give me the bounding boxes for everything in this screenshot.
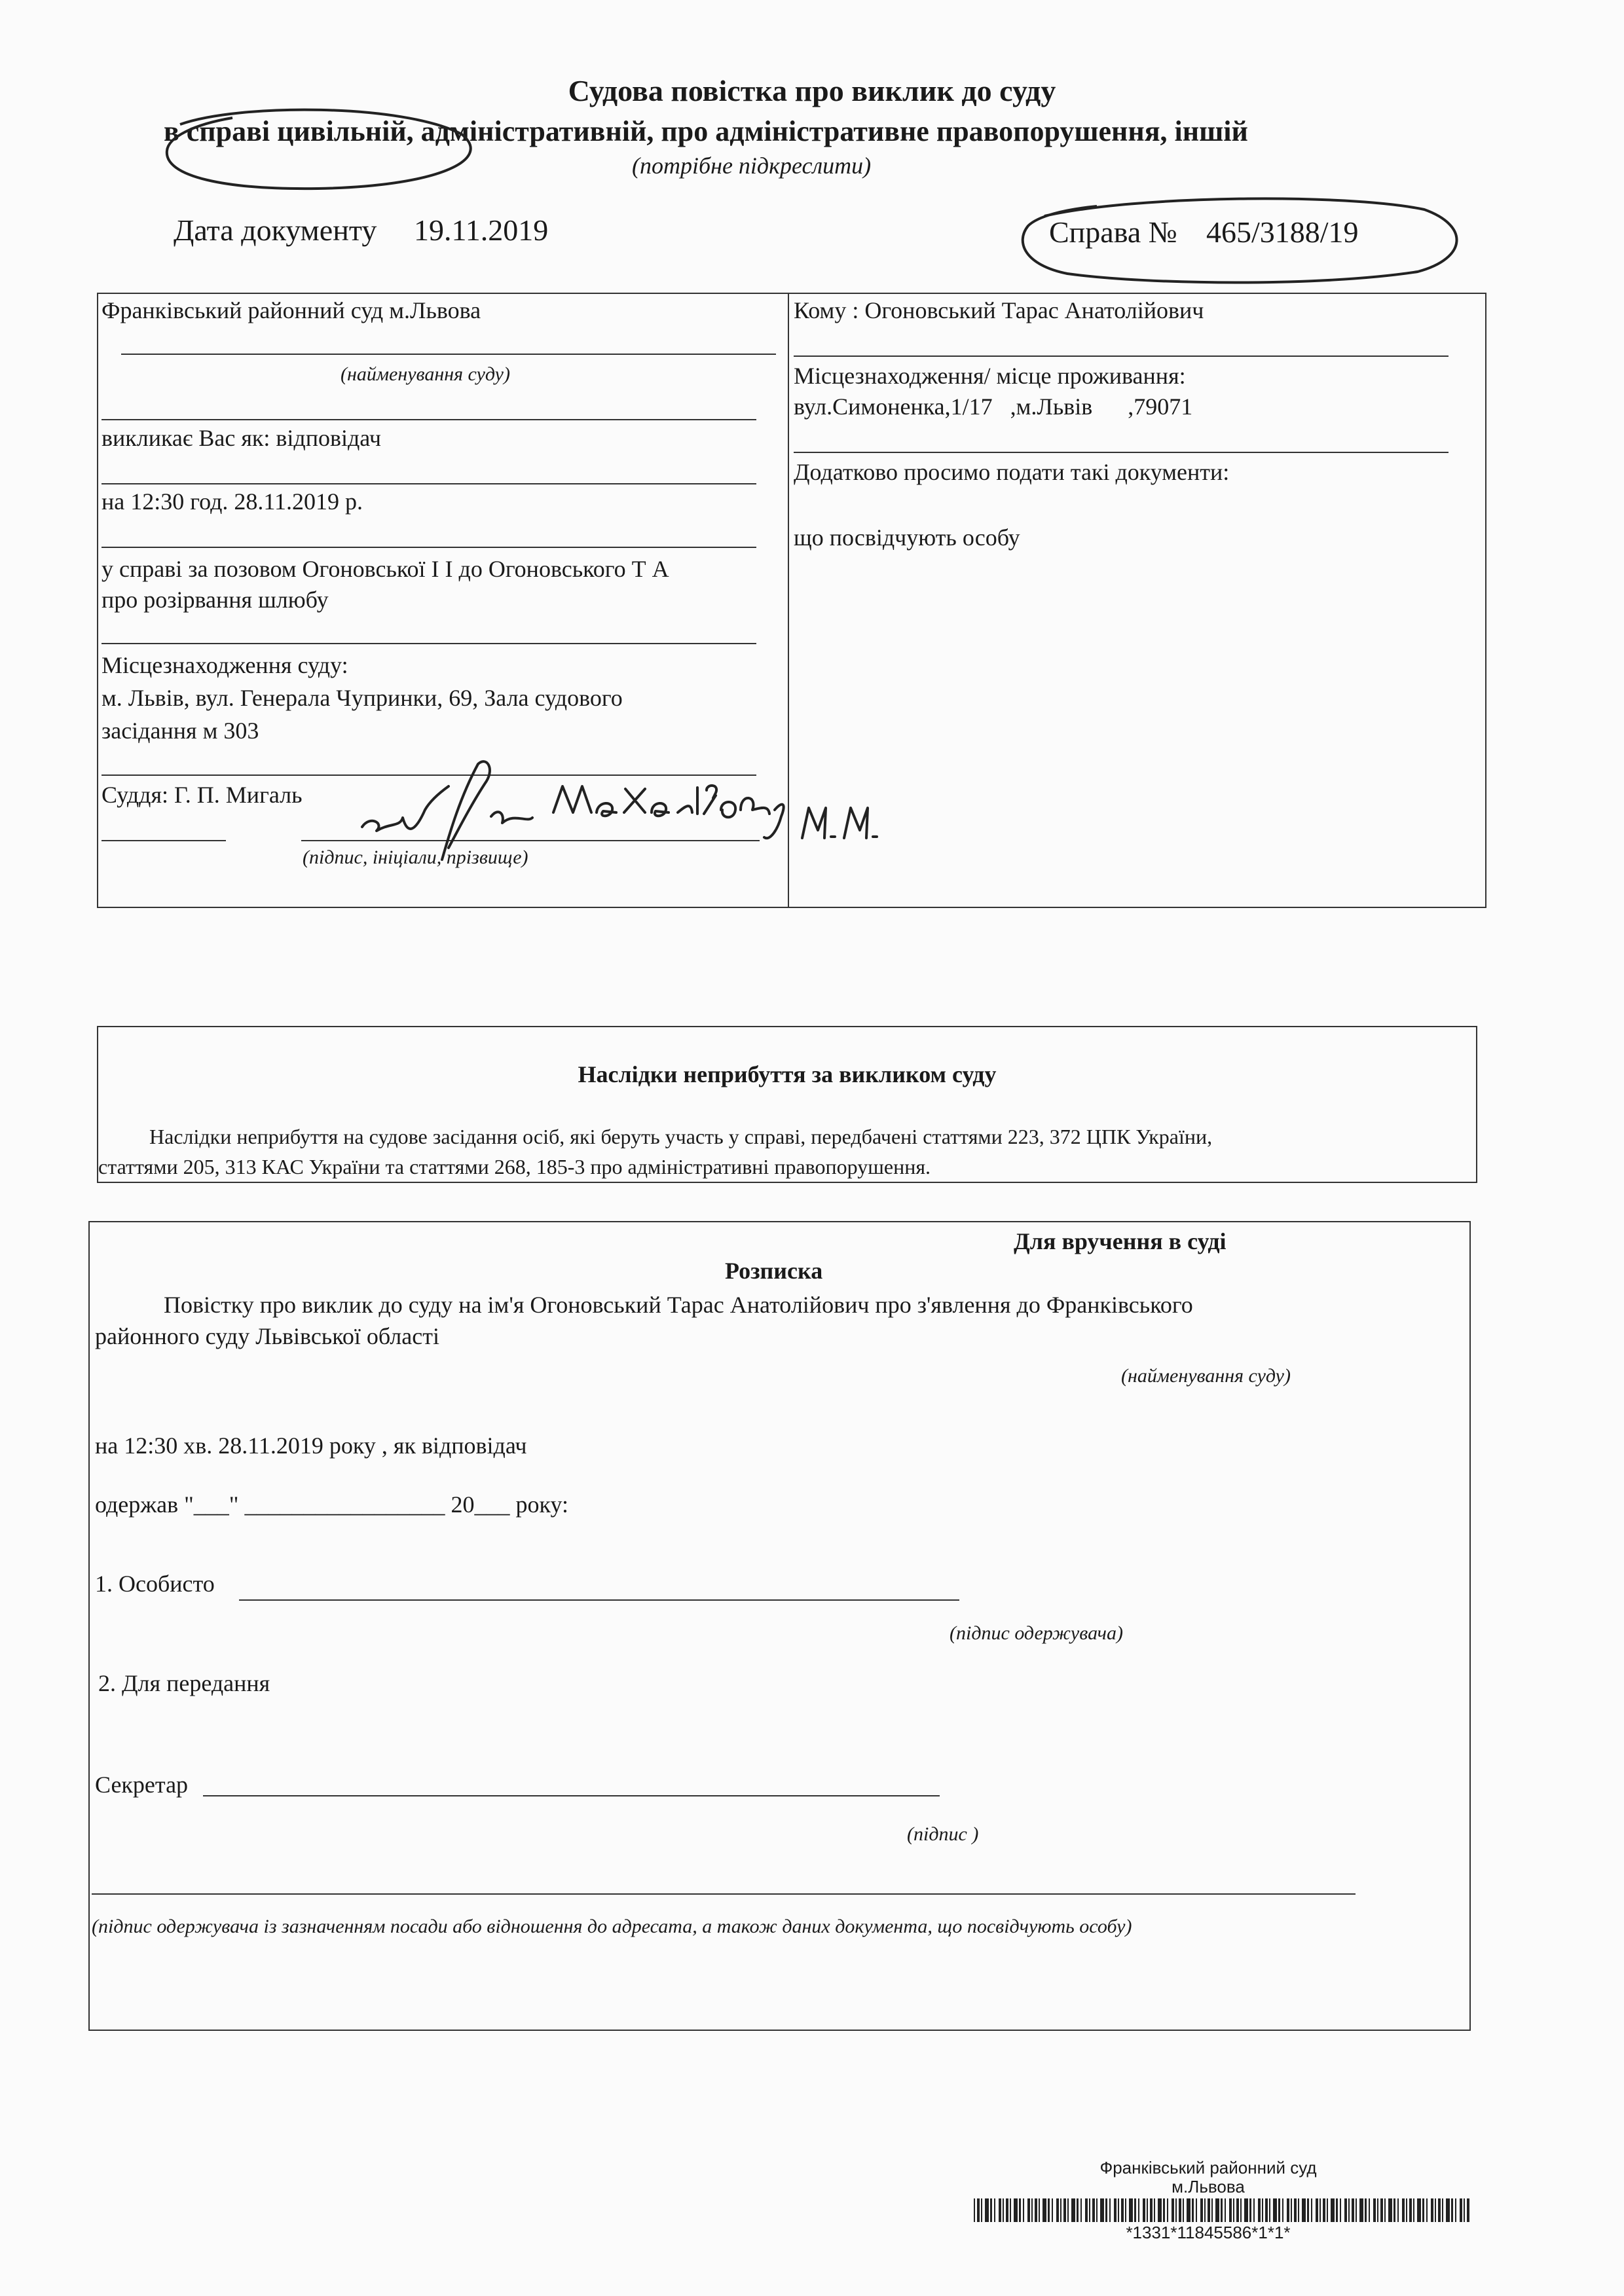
- document-title: Судова повістка про виклик до суду: [568, 74, 1056, 107]
- bottom-signature-line: [92, 1893, 1356, 1895]
- bottom-signature-caption: (підпис одержувача із зазначенням посади або відношення до адресата, а також даних документа, що посвідчують особу): [92, 1916, 1132, 1937]
- document-date-label: Дата документу: [174, 213, 377, 247]
- required-documents: що посвідчують особу: [794, 524, 1020, 551]
- recipient-name: Кому : Огоновський Тарас Анатолійович: [794, 297, 1204, 323]
- document-subtitle: в справі цивільній, адміністративній, про адміністративне правопорушення, іншій: [164, 115, 1248, 147]
- receipt-court-caption: (найменування суду): [1121, 1365, 1291, 1387]
- received-date-line: одержав "___" _________________ 20___ року:: [95, 1491, 569, 1518]
- secretary-label: Секретар: [95, 1772, 189, 1798]
- signature-caption: (підпис, ініціали, прізвище): [303, 847, 528, 868]
- case-number-label: Справа №: [1049, 215, 1177, 249]
- secretary-signature-line: [203, 1795, 940, 1796]
- consequences-title: Наслідки неприбуття за викликом суду: [578, 1061, 997, 1087]
- case-description-line1: у справі за позовом Огоновської І І до Огоновського Т А: [101, 556, 669, 582]
- court-location-line1: м. Львів, вул. Генерала Чупринки, 69, Зала судового: [101, 685, 623, 711]
- transfer-label: 2. Для передання: [98, 1670, 270, 1696]
- receipt-title: Розписка: [725, 1258, 823, 1284]
- hand-drawn-oval: [154, 98, 481, 196]
- for-court-delivery: Для вручення в суді: [1014, 1228, 1227, 1254]
- required-documents-label: Додатково просимо подати такі документи:: [794, 459, 1230, 485]
- court-caption: (найменування суду): [341, 363, 510, 385]
- receipt-text-line2: районного суду Львівської області: [95, 1323, 439, 1349]
- consequences-text-line1: Наслідки неприбуття на судове засідання осіб, які беруть участь у справі, передбачені статтями 223, 372 ЦПК України,: [149, 1125, 1213, 1148]
- personal-signature-line: [239, 1599, 959, 1601]
- hearing-time: на 12:30 год. 28.11.2019 р.: [101, 488, 363, 515]
- court-location-line2: засідання м 303: [101, 718, 259, 744]
- court-underline: [121, 354, 776, 355]
- receipt-time-line: на 12:30 хв. 28.11.2019 року , як відповідач: [95, 1432, 527, 1459]
- case-description-line2: про розірвання шлюбу: [101, 587, 329, 613]
- document-date: 19.11.2019: [414, 213, 549, 247]
- recipient-address: вул.Симоненка,1/17 ,м.Львів ,79071: [794, 393, 1193, 420]
- handwritten-initials: [796, 799, 900, 848]
- recipient-address-label: Місцезнаходження/ місце проживання:: [794, 363, 1186, 389]
- personal-receipt-label: 1. Особисто: [95, 1571, 215, 1597]
- court-name: Франківський районний суд м.Львова: [101, 297, 481, 323]
- personal-signature-caption: (підпис одержувача): [950, 1622, 1123, 1644]
- court-location-label: Місцезнаходження суду:: [101, 652, 348, 678]
- consequences-text-line2: статтями 205, 313 КАС України та статтями 268, 185-3 про адміністративні правопорушення.: [98, 1155, 931, 1178]
- case-number-oval: [1005, 190, 1473, 288]
- footer-organization-line2: м.Львова: [1172, 2177, 1245, 2196]
- secretary-signature-caption: (підпис ): [907, 1823, 979, 1845]
- barcode-text: *1331*11845586*1*1*: [1126, 2223, 1291, 2242]
- summons-role: викликає Вас як: відповідач: [101, 425, 381, 451]
- case-number: 465/3188/19: [1206, 215, 1359, 249]
- footer-organization-line1: Франківський районний суд: [1099, 2158, 1317, 2178]
- barcode: [974, 2198, 1471, 2222]
- receipt-text-line1: Повістку про виклик до суду на ім'я Огоновський Тарас Анатолійович про з'явлення до Франківського: [164, 1292, 1193, 1318]
- subtitle-note: (потрібне підкреслити): [632, 153, 872, 179]
- judge-name: Суддя: Г. П. Мигаль: [101, 782, 303, 808]
- judge-signature: [357, 750, 789, 884]
